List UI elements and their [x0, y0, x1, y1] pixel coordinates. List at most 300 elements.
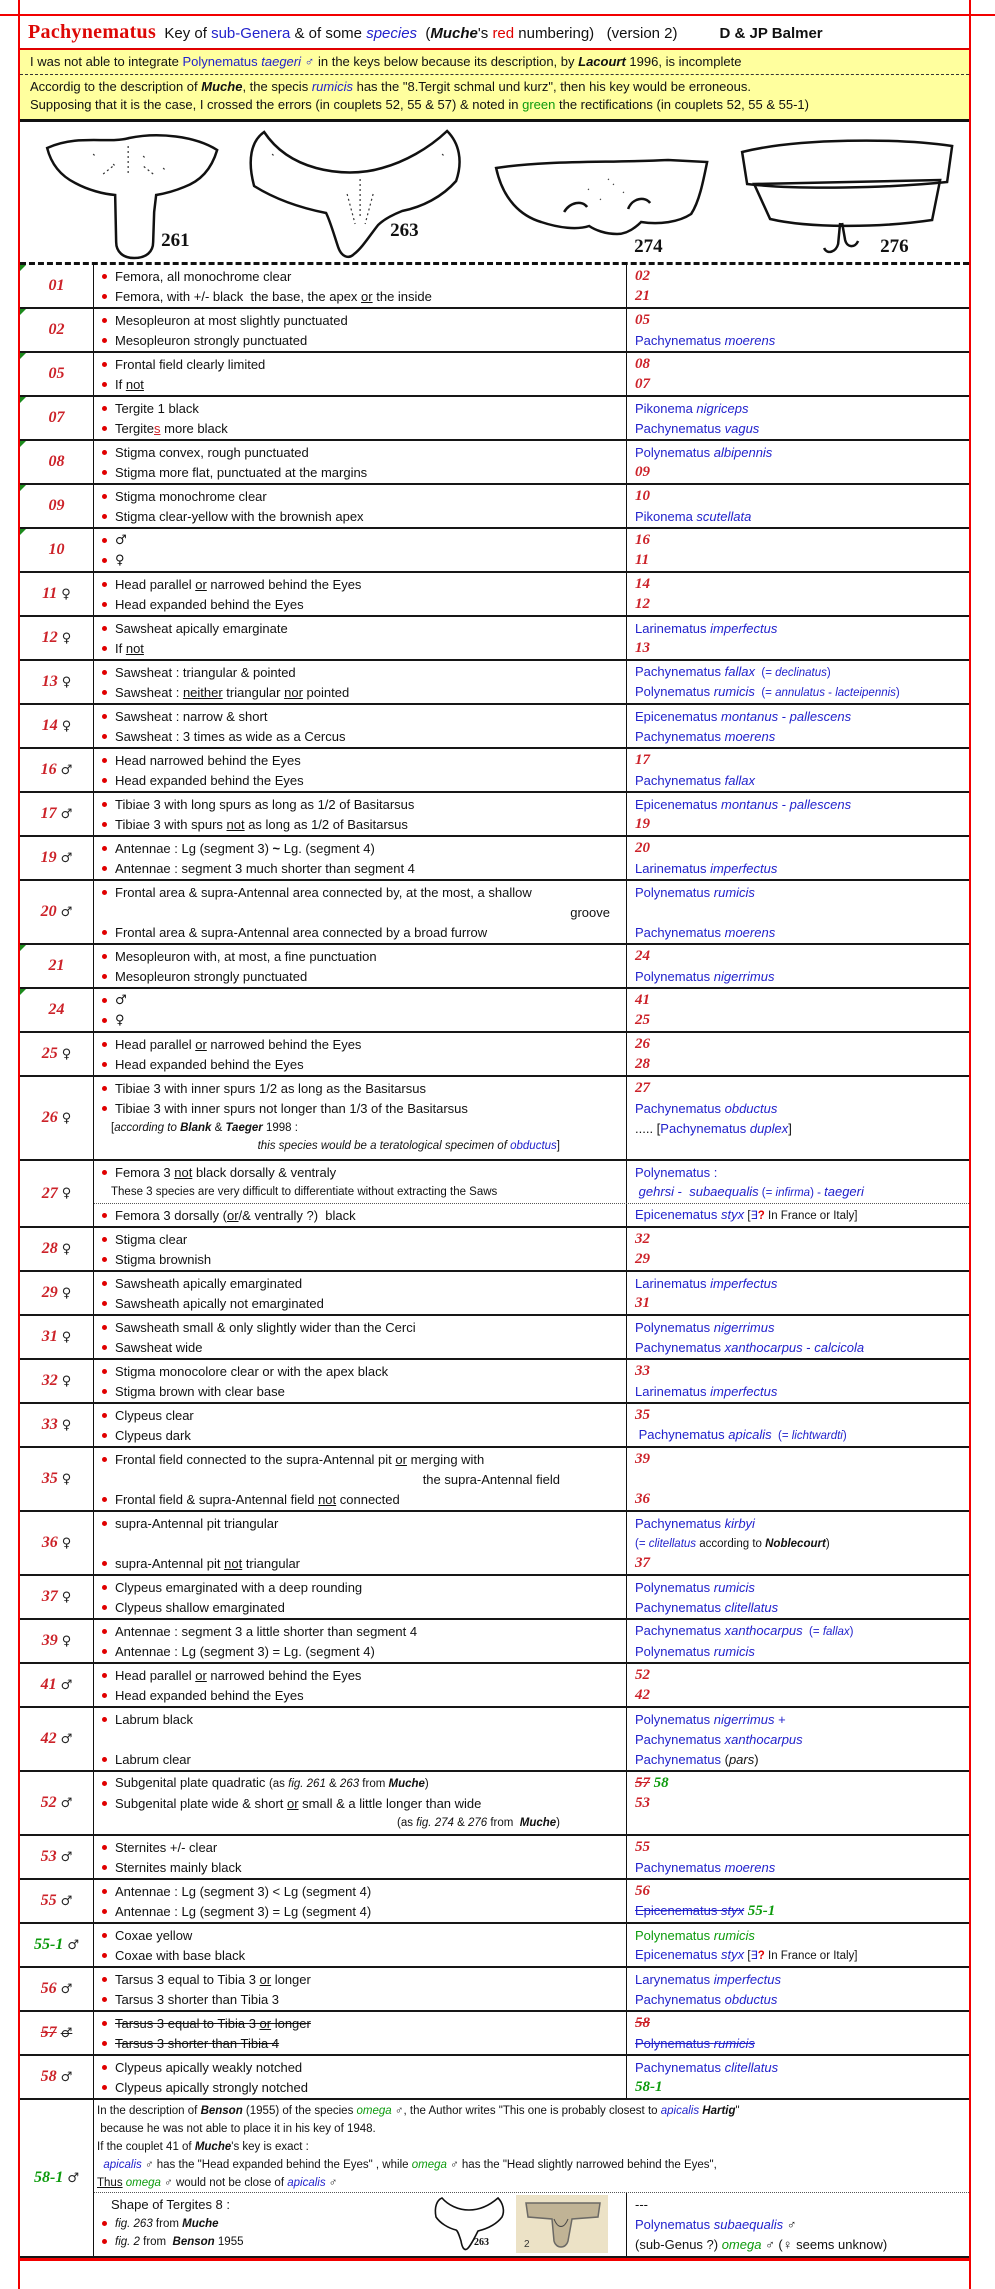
text-run: 13 [635, 640, 650, 656]
text-run: albipennis [713, 444, 773, 460]
bullet-icon [102, 1801, 107, 1806]
text-run: Clypeus emarginated with a deep rounding [115, 1579, 363, 1595]
result-line [635, 1881, 965, 1901]
result-text [635, 1121, 792, 1136]
text-run: [ [744, 1209, 751, 1222]
option-text [115, 1775, 429, 1792]
couplet-sub-row [94, 1316, 969, 1358]
key-row-33 [20, 1404, 969, 1448]
key-row-07 [20, 397, 969, 441]
result-text [635, 1427, 847, 1444]
result-column [627, 1880, 969, 1922]
couplet-body [94, 1772, 969, 1834]
text-run: Labrum clear [115, 1751, 191, 1767]
option-line [97, 966, 622, 986]
text-run: Antennae : segment 3 a little shorter than segment 4 [115, 1623, 418, 1639]
option-text [115, 992, 127, 1008]
key-row-17 [20, 793, 969, 837]
couplet-number: 58 [40, 2068, 57, 2085]
couplet-sub-row [94, 441, 969, 483]
result-text [635, 621, 777, 636]
key-row-35 [20, 1448, 969, 1512]
couplet-body [94, 661, 969, 703]
result-text [635, 532, 650, 548]
couplet-body [94, 617, 969, 659]
option-text [115, 1081, 426, 1096]
option-text [111, 2197, 230, 2212]
text-run: small & a little longer than wide [298, 1795, 482, 1811]
option-column [94, 1204, 627, 1226]
option-text [115, 1580, 362, 1595]
result-column [627, 353, 969, 395]
key-row-53 [20, 1836, 969, 1880]
bullet-icon [102, 778, 107, 783]
bullet-icon [102, 1561, 107, 1566]
bullet-icon [102, 1213, 107, 1218]
notes-box [20, 50, 969, 122]
result-column [627, 2193, 969, 2256]
couplet-sub-row [94, 1576, 969, 1618]
text-run: groove [570, 904, 610, 920]
option-text [115, 729, 346, 744]
text-run: Subgenital plate quadratic [115, 1774, 269, 1790]
option-text [115, 465, 367, 480]
option-text [115, 1012, 125, 1028]
result-text [635, 2197, 648, 2212]
text-run: annulatus [775, 686, 825, 699]
text-run: from [152, 2217, 183, 2230]
text-run: Antennae : Lg (segment 3) = Lg (segment 4) [115, 1903, 372, 1919]
text-run: ) [895, 686, 900, 699]
option-line [97, 1729, 622, 1749]
couplet-cell [20, 2100, 94, 2256]
option-line [97, 1489, 622, 1509]
bullet-icon [102, 602, 107, 607]
text-run: or [361, 288, 373, 304]
text-run: Sternites mainly black [115, 1859, 242, 1875]
option-column [94, 1161, 627, 1203]
option-line [97, 398, 622, 418]
option-line [97, 1989, 622, 2009]
text-run: /& ventrally ?) black [238, 1207, 356, 1223]
result-text [635, 1012, 650, 1028]
male-symbol: ♂ [60, 806, 73, 822]
result-line [635, 354, 965, 374]
text-run: rumicis [713, 884, 755, 900]
bullet-icon [102, 1717, 107, 1722]
text-run: Head narrowed behind the Eyes [115, 752, 301, 768]
key-row-37 [20, 1576, 969, 1620]
option-text [115, 1712, 193, 1727]
text-run: rumicis [713, 1927, 755, 1943]
text-run: - [778, 708, 790, 724]
bullet-icon [102, 1585, 107, 1590]
text-run: Stigma brownish [115, 1251, 212, 1267]
text-run: Femora 3 dorsally ( [115, 1207, 227, 1223]
option-line [97, 2155, 965, 2173]
text-run: this species would be a teratological specimen of [257, 1139, 511, 1152]
text-run: Pachynematus [635, 1426, 729, 1442]
text-run: or [226, 1207, 239, 1223]
result-text [635, 1687, 650, 1703]
text-run: pointed [302, 684, 350, 700]
key-row-55-1 [20, 1924, 969, 1968]
text-run: Epicenematus [635, 1946, 721, 1962]
result-text [635, 1839, 650, 1855]
result-text [635, 2237, 887, 2252]
text-run: not [224, 1555, 243, 1571]
couplet-sub-row [94, 2012, 969, 2054]
text-run: Clypeus shallow emarginated [115, 1599, 285, 1615]
couplet-cell [20, 617, 94, 659]
couplet-cell [20, 1033, 94, 1075]
couplet-cell [20, 529, 94, 571]
option-text [115, 289, 432, 304]
text-run: as long as 1/2 of Basitarsus [244, 816, 408, 832]
option-line [97, 1813, 622, 1831]
option-text [115, 1904, 371, 1919]
option-line [97, 946, 622, 966]
couplet-cell [20, 485, 94, 527]
result-column [627, 529, 969, 571]
result-column [627, 1620, 969, 1662]
text-run: Clypeus dark [115, 1427, 191, 1443]
key-row-20 [20, 881, 969, 945]
couplet-number: 01 [48, 277, 65, 294]
text-run: 21 [635, 288, 650, 304]
female-symbol: ♀ [61, 718, 72, 734]
option-text [115, 621, 288, 636]
option-text [115, 489, 267, 504]
text-run: Pachynematus [635, 1339, 725, 1355]
result-text [635, 1165, 717, 1180]
couplet-body [94, 837, 969, 879]
couplet-number: 57 [40, 2024, 57, 2041]
couplet-body [94, 1228, 969, 1270]
couplet-cell [20, 1228, 94, 1270]
text-run: s [154, 420, 161, 436]
text-run: Tarsus 3 shorter than Tibia 3 [115, 1991, 280, 2007]
couplet-body [94, 1316, 969, 1358]
result-text [635, 1340, 864, 1355]
couplet-sub-row [94, 1360, 969, 1402]
couplet-cell [20, 989, 94, 1031]
result-text [635, 1516, 755, 1531]
text-run: Polynematus [635, 1711, 714, 1727]
text-run: Polynematus [635, 2035, 714, 2051]
text-run: Pachynematus [635, 1599, 725, 1615]
couplet-sub-row [94, 661, 969, 703]
result-column [627, 793, 969, 835]
option-column [94, 1924, 627, 1966]
bullet-icon [102, 1693, 107, 1698]
text-run: moerens [724, 332, 776, 348]
text-run: 42 [635, 1687, 650, 1703]
text-run: Pikonema [635, 400, 697, 416]
text-run: styx [721, 1903, 745, 1918]
text-run: black dorsally & ventraly [192, 1164, 337, 1180]
text-run: moerens [724, 728, 776, 744]
couplet-number: 14 [41, 717, 58, 734]
result-line [635, 638, 965, 658]
text-run: clitellatus [648, 1537, 697, 1550]
result-column [627, 617, 969, 659]
text-run: lacteipennis [835, 686, 896, 699]
couplet-body [94, 1512, 969, 1574]
result-text [635, 1947, 858, 1964]
option-line [97, 530, 622, 550]
text-run: lichtwardti [791, 1429, 843, 1442]
option-column [94, 837, 627, 879]
couplet-body [94, 1360, 969, 1402]
male-symbol: ♂ [60, 1981, 73, 1997]
bullet-icon [102, 338, 107, 343]
couplet-cell [20, 2056, 94, 2098]
result-text [635, 1101, 777, 1116]
bullet-icon [102, 1865, 107, 1870]
text-run: the supra-Antennal field [422, 1471, 560, 1487]
text-run: rumicis [311, 79, 353, 94]
text-run: Epicenematus [635, 1903, 721, 1918]
result-line [635, 1098, 965, 1118]
text-run: or [259, 1971, 272, 1987]
result-line [635, 682, 965, 702]
figure-274-label: 274 [633, 236, 663, 257]
option-column [94, 1512, 627, 1574]
couplet-cell [20, 1968, 94, 2010]
couplet-number: 28 [41, 1240, 58, 1257]
text-run: neither [182, 684, 223, 700]
bullet-icon [102, 2041, 107, 2046]
text-run: (= [754, 666, 776, 679]
result-text [635, 1600, 778, 1615]
result-line [635, 2077, 965, 2097]
result-line [635, 662, 965, 682]
option-text [115, 861, 415, 876]
bullet-icon [102, 538, 107, 543]
couplet-body [94, 2100, 969, 2256]
couplet-body [94, 1272, 969, 1314]
result-line [635, 530, 965, 550]
couplet-number: 53 [40, 1848, 57, 1865]
text-run: Tarsus 3 shorter than Tibia 4 [115, 2035, 280, 2051]
option-text [570, 905, 610, 920]
couplet-number: 32 [41, 1372, 58, 1389]
text-run: 58-1 [635, 2079, 663, 2095]
text-run: according to [696, 1537, 766, 1550]
note-corrections-line-2 [30, 96, 959, 114]
result-text [635, 488, 650, 504]
text-run: Frontal field connected to the supra-Antennal pit [115, 1451, 396, 1467]
text-run: --- [635, 2196, 648, 2212]
couplet-cell [20, 1077, 94, 1159]
result-column [627, 1576, 969, 1618]
text-run: Sternites +/- clear [115, 1839, 218, 1855]
option-line [97, 1118, 622, 1136]
couplet-sub-row [94, 397, 969, 439]
option-line [97, 2077, 622, 2097]
text-run: or [287, 1795, 299, 1811]
result-text [635, 1928, 755, 1943]
result-text [635, 509, 751, 524]
text-run: species [366, 25, 418, 42]
result-text [635, 664, 831, 681]
key-row-13 [20, 661, 969, 705]
text-run: not [226, 816, 245, 832]
couplet-sub-row [94, 2056, 969, 2098]
figure-276-label: 276 [879, 236, 909, 257]
result-text [635, 333, 775, 348]
couplet-body [94, 1708, 969, 1770]
couplet-cell [20, 1316, 94, 1358]
text-run: because he was not able to place it in his key of 1948. [97, 2122, 376, 2135]
text-run: 58 [653, 1775, 669, 1791]
result-text [635, 885, 755, 900]
option-column [94, 1772, 627, 1834]
option-line [97, 2013, 622, 2033]
couplet-cell [20, 705, 94, 747]
key-row-19 [20, 837, 969, 881]
result-text [635, 1036, 650, 1052]
option-column [94, 485, 627, 527]
key-row-41 [20, 1664, 969, 1708]
couplet-cell [20, 945, 94, 987]
text-run: Tibiae 3 with inner spurs not longer than 1/3 of the Basitarsus [115, 1100, 468, 1116]
couplet-sub-row [94, 1664, 969, 1706]
bullet-icon [102, 646, 107, 651]
text-run: Sawsheat : narrow & short [115, 708, 268, 724]
text-run: supra-Antennal pit [115, 1555, 225, 1571]
text-run: declinatus [775, 666, 827, 679]
bullet-icon [102, 954, 107, 959]
text-run: Tarsus 3 equal to Tibia 3 [115, 2015, 260, 2031]
text-run: obductus [510, 1139, 557, 1152]
text-run: Tibiae 3 with inner spurs 1/2 as long as the Basitarsus [115, 1080, 426, 1096]
male-symbol: ♂ [60, 2025, 73, 2041]
option-text [115, 1165, 336, 1180]
result-line [635, 462, 965, 482]
result-line [635, 1577, 965, 1597]
text-run: pars [728, 1751, 755, 1767]
figure-261-label: 261 [161, 230, 190, 251]
key-table [20, 265, 969, 2258]
couplet-cell [20, 1448, 94, 1510]
couplet-number: 08 [48, 453, 65, 470]
couplet-sub-row [94, 1968, 969, 2010]
bullet-icon [102, 890, 107, 895]
couplet-sub-row [94, 309, 969, 351]
couplet-body [94, 1033, 969, 1075]
bullet-icon [102, 1170, 107, 1175]
text-run: Polynematus [635, 1579, 714, 1595]
result-column [627, 1512, 969, 1574]
text-run: or [259, 2015, 272, 2031]
bullet-icon [102, 1325, 107, 1330]
text-run: kirbyi [724, 1515, 755, 1531]
female-symbol: ♀ [61, 1535, 72, 1551]
option-line [97, 1597, 622, 1617]
option-text [97, 2174, 337, 2191]
option-line [97, 286, 622, 306]
bullet-icon [102, 1673, 107, 1678]
text-run: , the specis [242, 79, 312, 94]
result-column [627, 1077, 969, 1159]
text-run: Clypeus apically weakly notched [115, 2059, 303, 2075]
bullet-icon [102, 406, 107, 411]
couplet-cell [20, 793, 94, 835]
couplet-cell [20, 1512, 94, 1574]
option-text [111, 1183, 497, 1200]
result-text [635, 861, 777, 876]
couplet-body [94, 441, 969, 483]
result-line [635, 442, 965, 462]
result-line [635, 1749, 965, 1769]
text-run: These 3 species are very difficult to differentiate without extracting the Saws [111, 1185, 498, 1198]
result-column [627, 1708, 969, 1770]
bullet-icon [102, 822, 107, 827]
option-text [115, 333, 307, 348]
text-run: Larinematus [635, 1383, 711, 1399]
option-line [97, 266, 622, 286]
text-run: supra-Antennal pit triangular [115, 1515, 279, 1531]
text-run: omega [356, 2104, 392, 2117]
option-text [115, 753, 301, 768]
text-run: Supposing that it is the case, I crossed the errors (in couplets 52, 55 & 57) & noted in [30, 97, 523, 112]
option-text [115, 2215, 219, 2232]
text-run: triangular [242, 1555, 301, 1571]
couplet-body [94, 1448, 969, 1510]
couplet-body [94, 1880, 969, 1922]
couplet-sub-row [94, 1077, 969, 1159]
text-run: (= [754, 686, 776, 699]
text-run: narrowed behind the Eyes [206, 1036, 362, 1052]
text-run: Polynematus [635, 444, 714, 460]
text-run: in the keys below because its description, by [314, 54, 579, 69]
couplet-sub-row [94, 1272, 969, 1314]
text-run: scutellata [696, 508, 752, 524]
text-run: Muche [388, 1777, 425, 1790]
result-column [627, 705, 969, 747]
result-text [635, 840, 650, 856]
option-line [97, 2137, 965, 2155]
text-run: not [125, 376, 144, 392]
option-line [97, 1249, 622, 1269]
result-line [635, 1054, 965, 1074]
couplet-number: 24 [48, 1001, 65, 1018]
result-column [627, 1924, 969, 1966]
key-row-36 [20, 1512, 969, 1576]
bullet-icon [102, 1977, 107, 1982]
result-column [627, 485, 969, 527]
text-run: 53 [635, 1795, 650, 1811]
result-column [627, 573, 969, 615]
option-column [94, 1360, 627, 1402]
option-line [97, 1469, 622, 1489]
text-run: ) [556, 1816, 560, 1829]
result-line [635, 1513, 965, 1533]
bullet-icon [102, 1457, 107, 1462]
couplet-sub-row [94, 837, 969, 879]
text-run: Head parallel [115, 1036, 196, 1052]
result-text [635, 268, 650, 284]
text-run: (= [758, 1186, 776, 1199]
option-column [94, 989, 627, 1031]
option-column [94, 1664, 627, 1706]
key-row-29 [20, 1272, 969, 1316]
text-run: Head parallel [115, 1667, 196, 1683]
note-corrections-line-1 [30, 78, 959, 96]
text-run: ∃ [750, 1949, 758, 1962]
